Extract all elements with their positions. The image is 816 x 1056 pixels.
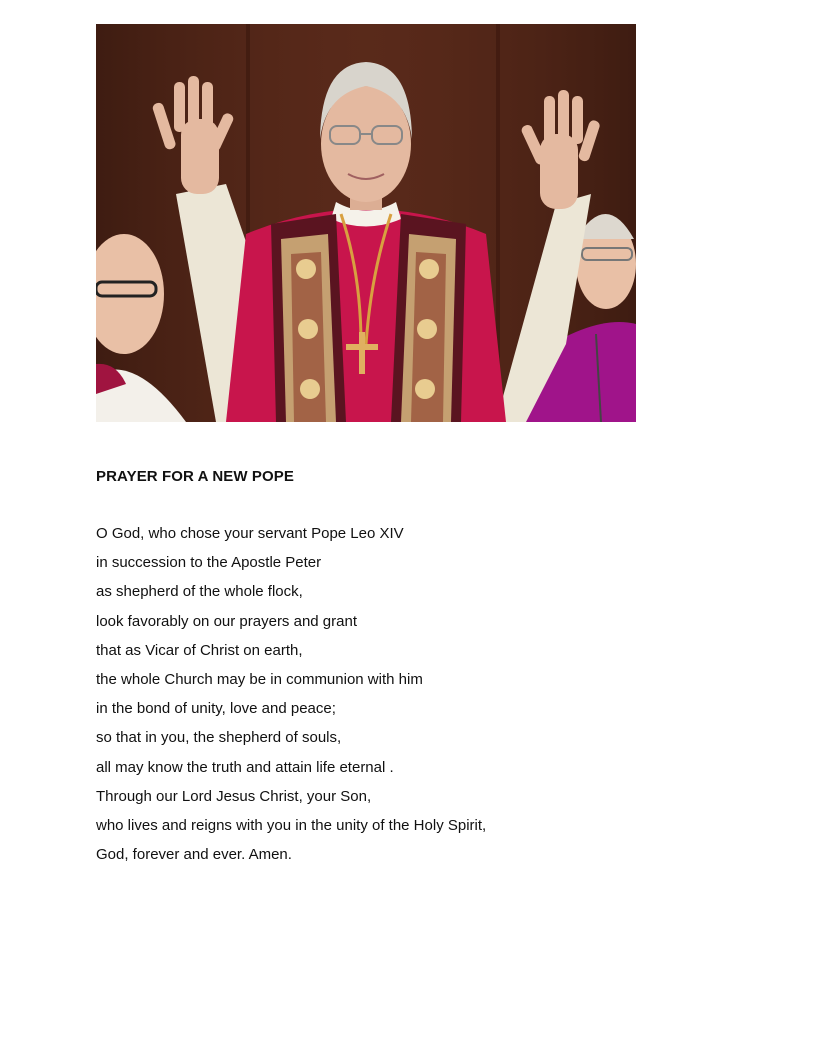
prayer-line: Through our Lord Jesus Christ, your Son,: [96, 787, 372, 805]
prayer-line: God, forever and ever. Amen.: [96, 846, 292, 864]
prayer-line: in the bond of unity, love and peace;: [96, 700, 336, 718]
prayer-text: [96, 519, 486, 869]
prayer-line: who lives and reigns with you in the unity of the Holy Spirit,: [96, 817, 487, 835]
page-title: PRAYER FOR A NEW POPE: [96, 468, 294, 485]
stole-right: [391, 214, 466, 422]
prayer-line: look favorably on our prayers and grant: [96, 612, 357, 630]
prayer-line: as shepherd of the whole flock,: [96, 583, 303, 601]
prayer-line: the whole Church may be in communion with him: [96, 671, 423, 689]
prayer-line: all may know the truth and attain life eternal .: [96, 758, 394, 776]
prayer-line: in succession to the Apostle Peter: [96, 554, 322, 572]
prayer-line: so that in you, the shepherd of souls,: [96, 729, 342, 747]
stole-left: [271, 214, 346, 422]
prayer-line: that as Vicar of Christ on earth,: [96, 641, 303, 659]
prayer-line: O God, who chose your servant Pope Leo XIV: [96, 525, 404, 542]
pope-photo: [96, 24, 636, 422]
